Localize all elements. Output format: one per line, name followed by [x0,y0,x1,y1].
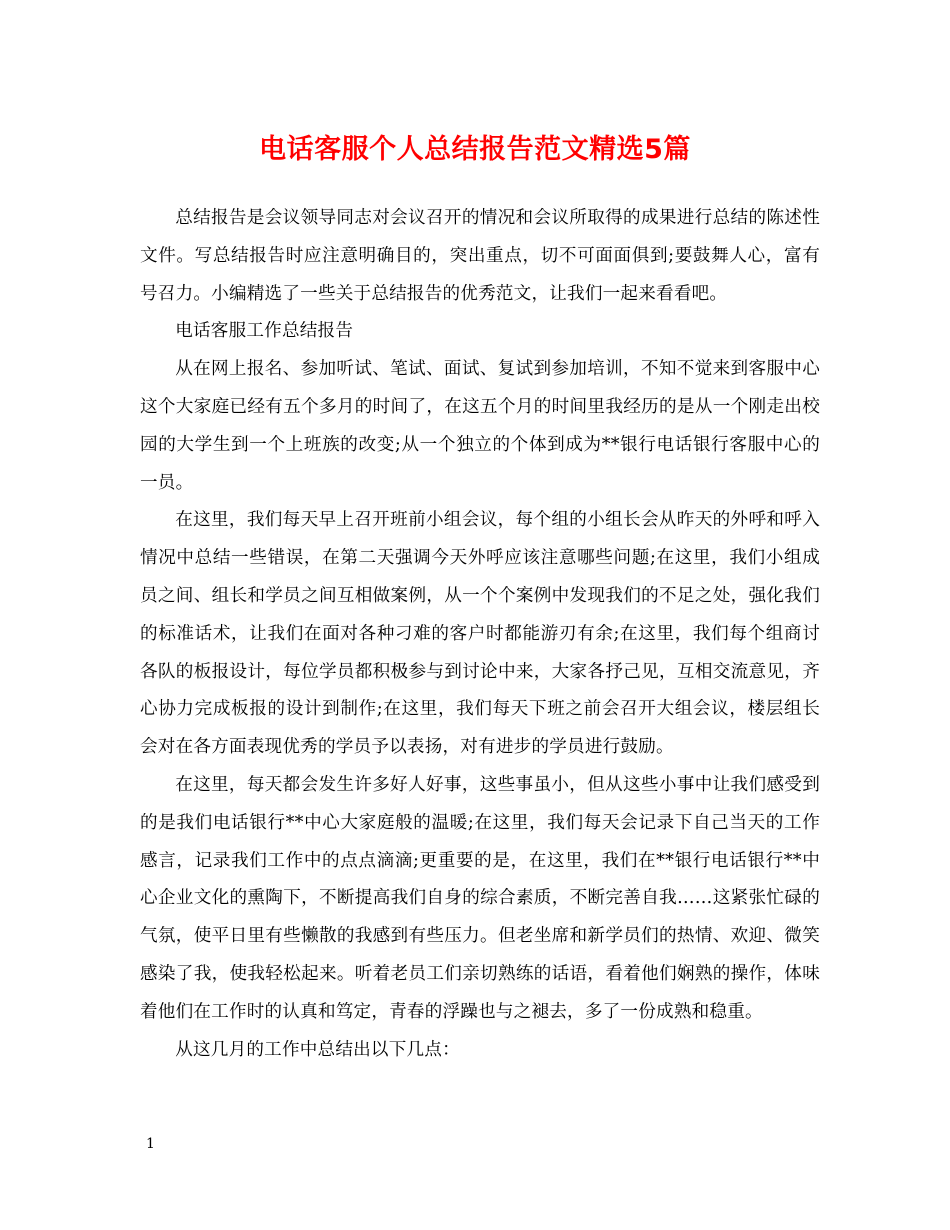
page-number: 1 [146,1136,155,1152]
paragraph-intro: 总结报告是会议领导同志对会议召开的情况和会议所取得的成果进行总结的陈述性文件。写总结报告时应注意明确目的，突出重点，切不可面面俱到;要鼓舞人心，富有号召力。小编精选了一些关于总结报告的优秀范文，让我们一起来看看吧。 [140,208,820,304]
document-title: 电话客服个人总结报告范文精选5篇 [259,134,691,165]
document-body [140,200,820,1069]
paragraph-atmosphere: 在这里，每天都会发生许多好人好事，这些事虽小，但从这些小事中让我们感受到的是我们电话银行**中心大家庭般的温暖;在这里，我们每天会记录下自己当天的工作感言，记录我们工作中的点点滴滴;更重要的是，在这里，我们在**银行电话银行**中心企业文化的熏陶下，不断提高我们自身的综合素质，不断完善自我……这紧张忙碌的气氛，使平日里有些懒散的我感到有些压力。但老坐席和新学员们的热情、欢迎、微笑感染了我，使我轻松起来。听着老员工们亲切熟练的话语，看着他们娴熟的操作，体味着他们在工作时的认真和笃定，青春的浮躁也与之褪去，多了一份成熟和稳重。 [140,774,820,1022]
paragraph-meetings: 在这里，我们每天早上召开班前小组会议，每个组的小组长会从昨天的外呼和呼入情况中总结一些错误，在第二天强调今天外呼应该注意哪些问题;在这里，我们小组成员之间、组长和学员之间互相做案例，从一个个案例中发现我们的不足之处，强化我们的标准话术，让我们在面对各种刁难的客户时都能游刃有余;在这里，我们每个组商讨各队的板报设计，每位学员都积极参与到讨论中来，大家各抒己见，互相交流意见，齐心协力完成板报的设计到制作;在这里，我们每天下班之前会召开大组会议，楼层组长会对在各方面表现优秀的学员予以表扬，对有进步的学员进行鼓励。 [140,510,820,758]
paragraph-summary-lead: 从这几月的工作中总结出以下几点： [175,1039,460,1060]
paragraph-section-heading: 电话客服工作总结报告 [175,321,354,342]
paragraph-experience: 从在网上报名、参加听试、笔试、面试、复试到参加培训，不知不觉来到客服中心这个大家庭已经有五个多月的时间了，在这五个月的时间里我经历的是从一个刚走出校园的大学生到一个上班族的改变;从一个独立的个体到成为**银行电话银行客服中心的一员。 [140,359,820,493]
